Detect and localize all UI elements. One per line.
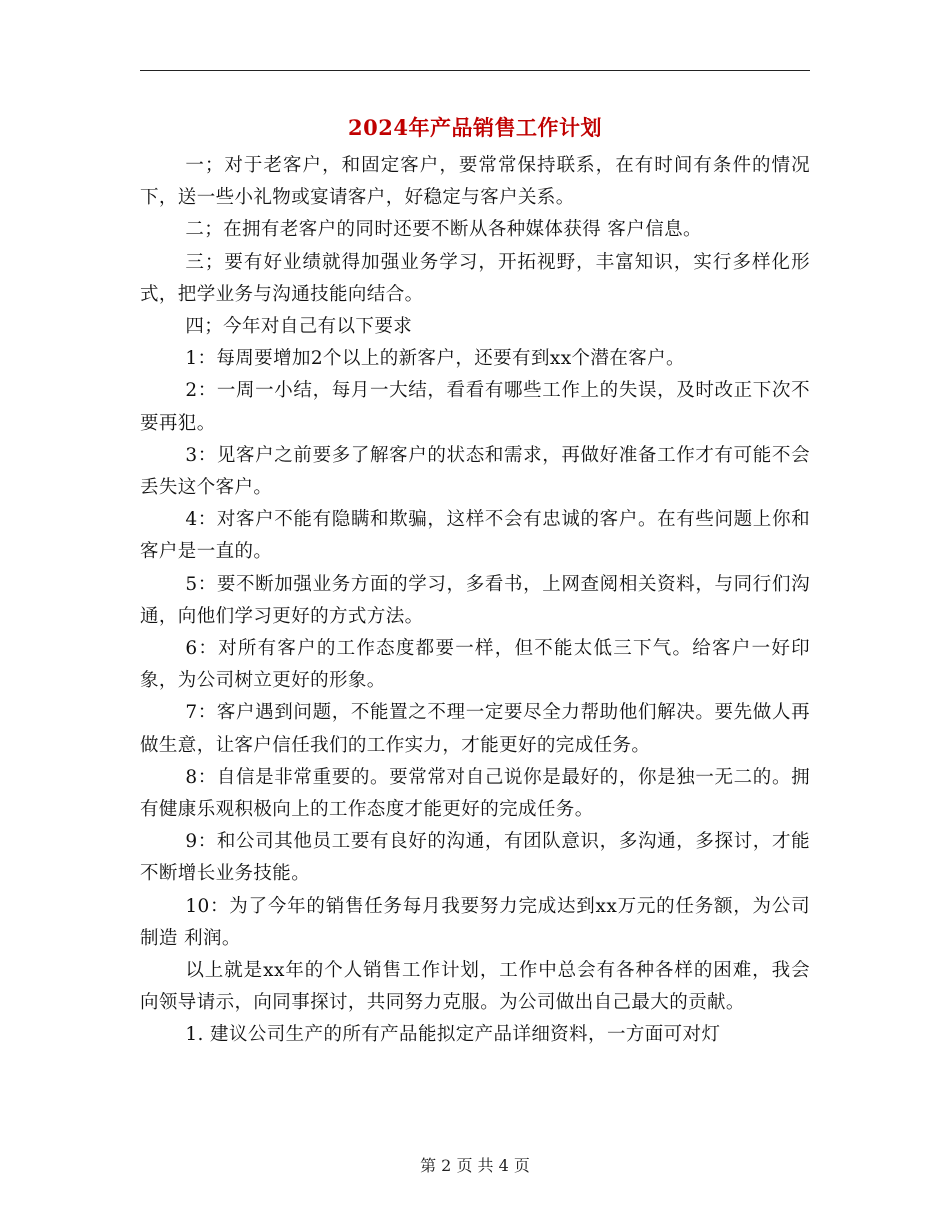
requirement-3: 3：见客户之前要多了解客户的状态和需求，再做好准备工作才有可能不会丢失这个客户。 — [140, 444, 810, 499]
paragraph-3: 三；要有好业绩就得加强业务学习，开拓视野，丰富知识，实行多样化形式，把学业务与沟通技能向结合。 — [140, 251, 810, 305]
requirement-10: 10：为了今年的销售任务每月我要努力完成达到xx万元的任务额，为公司制造 利润。 — [140, 895, 810, 949]
document-body — [140, 150, 810, 1052]
requirement-6: 6：对所有客户的工作态度都要一样，但不能太低三下气。给客户一好印象，为公司树立更好的形象。 — [140, 638, 810, 692]
paragraph-2: 二；在拥有老客户的同时还要不断从各种媒体获得 客户信息。 — [185, 219, 702, 241]
page-number-footer: 第 2 页 共 4 页 — [420, 1156, 530, 1175]
document-title: 2024年产品销售工作计划 — [348, 115, 602, 140]
paragraph-4: 四；今年对自己有以下要求 — [185, 316, 413, 338]
requirement-5: 5：要不断加强业务方面的学习，多看书，上网查阅相关资料，与同行们沟通，向他们学习更好的方式方法。 — [140, 573, 810, 627]
suggestion-paragraph: 1. 建议公司生产的所有产品能拟定产品详细资料，一方面可对灯 — [185, 1024, 721, 1046]
requirement-9: 9：和公司其他员工要有良好的沟通，有团队意识，多沟通，多探讨，才能不断增长业务技能。 — [140, 831, 810, 885]
paragraph-1: 一；对于老客户，和固定客户，要常常保持联系，在有时间有条件的情况下，送一些小礼物或宴请客户，好稳定与客户关系。 — [140, 155, 810, 209]
requirement-4: 4：对客户不能有隐瞒和欺骗，这样不会有忠诚的客户。在有些问题上你和客户是一直的。 — [140, 509, 810, 563]
requirement-8: 8：自信是非常重要的。要常常对自己说你是最好的，你是独一无二的。拥有健康乐观积极向上的工作态度才能更好的完成任务。 — [140, 766, 810, 821]
header-rule — [140, 70, 810, 71]
requirement-2: 2：一周一小结，每月一大结，看看有哪些工作上的失误，及时改正下次不要再犯。 — [140, 380, 810, 434]
requirement-1: 1：每周要增加2个以上的新客户，还要有到xx个潜在客户。 — [185, 348, 685, 370]
requirement-7: 7：客户遇到问题，不能置之不理一定要尽全力帮助他们解决。要先做人再做生意，让客户信任我们的工作实力，才能更好的完成任务。 — [140, 702, 810, 756]
summary-paragraph: 以上就是xx年的个人销售工作计划，工作中总会有各种各样的困难，我会向领导请示，向同事探讨，共同努力克服。为公司做出自己最大的贡献。 — [140, 960, 810, 1014]
